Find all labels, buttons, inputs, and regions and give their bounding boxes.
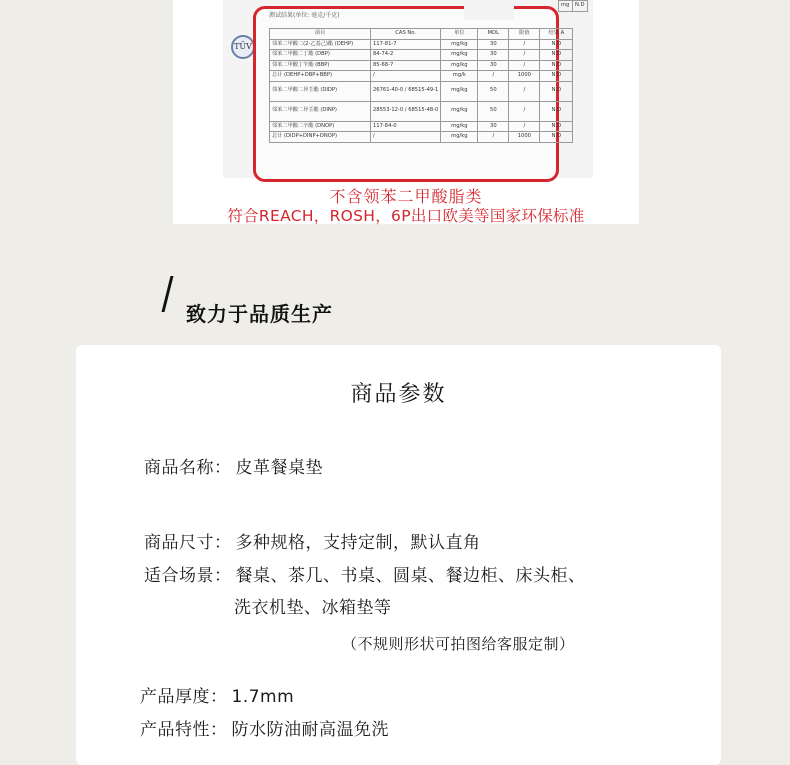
table-cell: /: [371, 71, 441, 82]
certificate-image: [173, 0, 639, 224]
table-cell: N.D: [540, 121, 573, 132]
param-value: 1.7mm: [231, 687, 295, 707]
custom-shape-note: （不规则形状可拍图给客服定制）: [342, 635, 575, 653]
param-row-size: [144, 528, 481, 553]
table-cell: mg/kg: [441, 132, 478, 143]
table-cell: 30: [478, 50, 509, 61]
table-row: [270, 132, 573, 143]
param-label: 商品尺寸：: [144, 533, 232, 553]
table-cell: 邻苯二甲酸二丁酯 (DBP): [270, 50, 371, 61]
scrap-cell: mg: [559, 1, 573, 12]
table-cell: 邻苯二甲酸二异壬酯 (DINP): [270, 101, 371, 121]
param-value: 多种规格，支持定制，默认直角: [235, 533, 481, 553]
table-cell: 1000: [509, 132, 540, 143]
param-value: 洗衣机垫、冰箱垫等: [234, 598, 392, 618]
table-cell: 50: [478, 81, 509, 101]
table-cell: 117-81-7: [371, 39, 441, 50]
scrap-cell: N.D: [573, 1, 588, 12]
table-row: [270, 71, 573, 82]
table-cell: 30: [478, 121, 509, 132]
params-title: 商品参数: [350, 382, 447, 407]
table-cell: 1000: [509, 71, 540, 82]
table-cell: 邻苯二甲酸二辛酯 (DNOP): [270, 121, 371, 132]
table-cell: /: [509, 50, 540, 61]
table-header-cell: 单位: [441, 29, 478, 40]
param-row-scene: [144, 561, 586, 586]
table-cell: N.D: [540, 71, 573, 82]
param-row-thickness: [140, 682, 294, 707]
certificate-header-note: 测试结果(单位: 毫克/千克): [269, 12, 340, 19]
param-value: 皮革餐桌垫: [235, 458, 323, 478]
table-cell: /: [478, 71, 509, 82]
table-header-cell: 结果 A: [540, 29, 573, 40]
callout-notch: [464, 6, 514, 20]
table-cell: 30: [478, 39, 509, 50]
table-header-row: [270, 29, 573, 40]
table-cell: 总计 (DEHP+DBP+BBP): [270, 71, 371, 82]
table-cell: /: [509, 60, 540, 71]
table-cell: 117-84-0: [371, 121, 441, 132]
table-cell: 邻苯二甲酸二(2-乙基己)酯 (DEHP): [270, 39, 371, 50]
certificate-caption-1: 不含领苯二甲酸脂类: [329, 187, 483, 206]
table-cell: 84-74-2: [371, 50, 441, 61]
param-row-scene-cont: [234, 593, 392, 618]
table-cell: mg/kg: [441, 121, 478, 132]
table-cell: /: [509, 39, 540, 50]
table-cell: /: [509, 101, 540, 121]
param-row-name: [144, 453, 323, 478]
table-header-cell: 项目: [270, 29, 371, 40]
table-cell: /: [509, 81, 540, 101]
table-cell: /: [371, 132, 441, 143]
table-row: [270, 60, 573, 71]
table-header-cell: 限值: [509, 29, 540, 40]
certificate-top-scrap: [558, 0, 588, 14]
param-label: 适合场景：: [144, 566, 232, 586]
table-cell: 50: [478, 101, 509, 121]
table-header-cell: MDL: [478, 29, 509, 40]
table-cell: N.D: [540, 60, 573, 71]
table-cell: 26761-40-0 / 68515-49-1: [371, 81, 441, 101]
section-title: 致力于品质生产: [186, 302, 333, 326]
table-cell: mg/kg: [441, 81, 478, 101]
table-cell: N.D: [540, 101, 573, 121]
table-cell: N.D: [540, 39, 573, 50]
certificate-table: [269, 28, 573, 143]
table-cell: 邻苯二甲酸二异壬酯 (DIDP): [270, 81, 371, 101]
table-cell: 邻苯二甲酸丁苄酯 (BBP): [270, 60, 371, 71]
params-card: [76, 345, 721, 765]
param-value: 防水防油耐高温免洗: [231, 720, 389, 740]
table-cell: N.D: [540, 81, 573, 101]
param-value: 餐桌、茶几、书桌、圆桌、餐边柜、床头柜、: [235, 566, 586, 586]
param-row-feature: [140, 715, 389, 740]
param-label: 产品厚度：: [140, 687, 228, 707]
table-cell: 总计 (DIDP+DINP+DNOP): [270, 132, 371, 143]
param-label: 商品名称：: [144, 458, 232, 478]
table-cell: 28553-12-0 / 68515-48-0: [371, 101, 441, 121]
table-cell: mg/kg: [441, 101, 478, 121]
table-cell: /: [478, 132, 509, 143]
table-cell: /: [509, 121, 540, 132]
table-cell: mg/kg: [441, 39, 478, 50]
table-cell: mg/kg: [441, 60, 478, 71]
table-cell: N.D: [540, 132, 573, 143]
param-label: 产品特性：: [140, 720, 228, 740]
table-cell: N.D: [540, 50, 573, 61]
table-row: [270, 121, 573, 132]
tuv-logo-icon: TÜV: [231, 35, 255, 59]
table-row: [270, 39, 573, 50]
table-row: [270, 50, 573, 61]
table-row: [270, 101, 573, 121]
certificate-caption-2: 符合REACH，ROSH，6P出口欧美等国家环保标准: [227, 207, 585, 225]
table-cell: mg/kg: [441, 50, 478, 61]
table-cell: 85-68-7: [371, 60, 441, 71]
table-header-cell: CAS No.: [371, 29, 441, 40]
slash-decoration-icon: [162, 276, 174, 312]
table-cell: 30: [478, 60, 509, 71]
table-row: [270, 81, 573, 101]
table-cell: mg/k: [441, 71, 478, 82]
